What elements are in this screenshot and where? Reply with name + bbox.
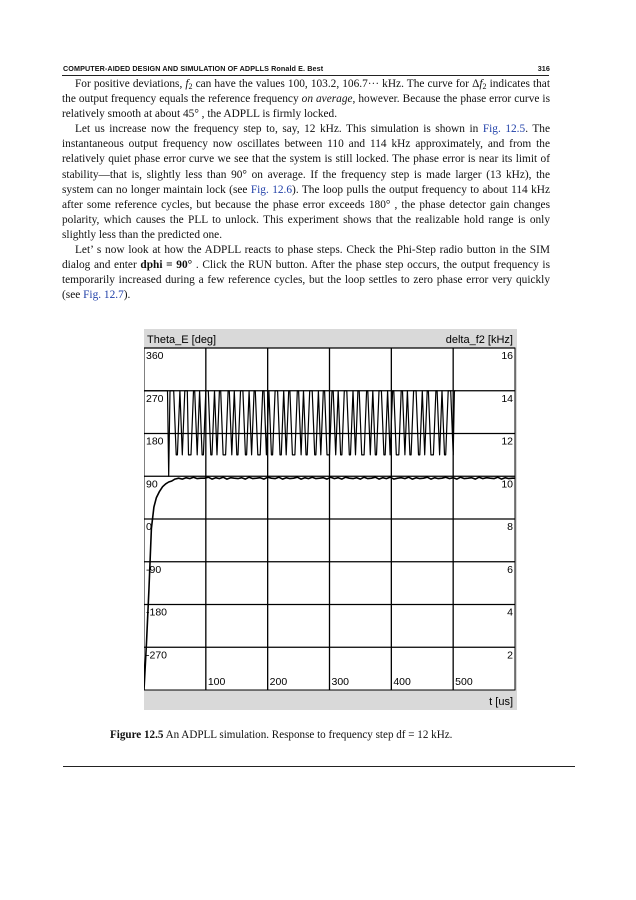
left-axis-tick-label: 270 (146, 392, 164, 405)
right-axis-tick-label: 2 (507, 649, 513, 662)
text-segment: indicates that the output frequency equals the reference frequency (62, 78, 550, 106)
text-segment: 2 (482, 82, 487, 91)
text-segment: ). (123, 289, 131, 302)
right-axis-tick-label: 12 (501, 435, 513, 448)
running-header (63, 64, 550, 73)
body-text (62, 77, 550, 303)
caption-label: Figure 12.5 (110, 729, 164, 741)
text-segment: . Click the RUN button. After the phase step occurs, the output frequency is temporarily increased during a few reference cycles, but the loop settles to zero phase error very quickly (see (62, 259, 550, 302)
text-segment: on average (301, 93, 353, 106)
left-axis-tick-label: -90 (146, 563, 162, 576)
figure-reference-link[interactable]: Fig. 12.5 (482, 123, 526, 136)
figure-reference-link[interactable]: Fig. 12.7 (83, 289, 124, 302)
text-segment: f (185, 78, 189, 90)
figure-reference-link[interactable]: Fig. 12.6 (250, 183, 293, 196)
right-axis-tick-label: 6 (507, 563, 513, 576)
right-axis-tick-label: 4 (507, 606, 513, 619)
left-axis-title: Theta_E [deg] (147, 334, 217, 346)
x-axis-tick-label: 500 (455, 676, 473, 688)
x-axis-title: t [us] (489, 696, 513, 708)
right-axis-tick-label: 10 (501, 478, 513, 491)
text-segment: , however. Because the phase error curve is relatively smooth at about 45° , the ADPLL is firmly locked. (62, 93, 550, 121)
paragraph-1 (62, 77, 550, 122)
footer-rule (63, 766, 575, 767)
x-axis-tick-label: 100 (207, 676, 226, 688)
text-segment: 2 (188, 82, 193, 91)
plot-svg (144, 329, 517, 710)
left-axis-tick-label: 0 (146, 521, 152, 533)
running-header-title: COMPUTER-AIDED DESIGN AND SIMULATION OF ADPLLS Ronald E. Best (63, 64, 324, 73)
text-segment: ). The loop pulls the output frequency to about 114 kHz after some reference cycles, but because the phase error exceeds 180° , the phase detector gain changes polarity, which causes the PLL to unlock. This experiment shows that the realizable hold range is only slightly less than the predicted one. (62, 183, 550, 241)
right-axis-tick-label: 14 (501, 392, 513, 405)
text-segment: f (479, 78, 483, 90)
paragraph-3 (62, 243, 550, 303)
text-segment: can have the values 100, 103.2, 106.7··· kHz. The curve for Δ (192, 78, 480, 90)
left-axis-tick-label: 90 (146, 478, 158, 491)
left-axis-tick-label: 180 (146, 435, 164, 448)
left-axis-tick-label: 360 (146, 350, 164, 362)
right-axis-tick-label: 8 (507, 521, 513, 533)
left-axis-tick-label: -270 (146, 649, 168, 662)
x-axis-tick-label: 400 (393, 676, 411, 688)
left-axis-tick-label: -180 (146, 606, 168, 619)
text-segment: Let us increase now the frequency step to, say, 12 kHz. This simulation is shown in (75, 123, 483, 136)
paragraph-2 (62, 122, 550, 243)
text-segment: For positive deviations, (75, 78, 186, 90)
right-axis-title: delta_f2 [kHz] (445, 334, 513, 346)
text-segment: Let’ s now look at how the ADPLL reacts to phase steps. Check the Phi-Step radio button in the SIM dialog and enter (62, 244, 550, 272)
x-axis-tick-label: 300 (331, 676, 350, 688)
caption-text: An ADPLL simulation. Response to frequency step df = 12 kHz. (163, 729, 453, 741)
right-axis-tick-label: 16 (501, 350, 513, 362)
text-segment: dphi = 90° (140, 259, 193, 272)
figure-12-5-plot (144, 329, 517, 710)
page-number: 316 (537, 64, 550, 73)
text-segment: . The instantaneous output frequency now oscillates between 110 and 114 kHz approximately, and from the relatively quiet phase error curve we see that the system is still locked. The phase error is near its limit of stability—that is, slightly less than 90° on average. If the frequency step is made larger (13 kHz), the system can no longer maintain lock (see (62, 123, 550, 196)
figure-caption (110, 729, 452, 741)
x-axis-tick-label: 200 (269, 676, 288, 688)
header-rule (62, 75, 549, 76)
